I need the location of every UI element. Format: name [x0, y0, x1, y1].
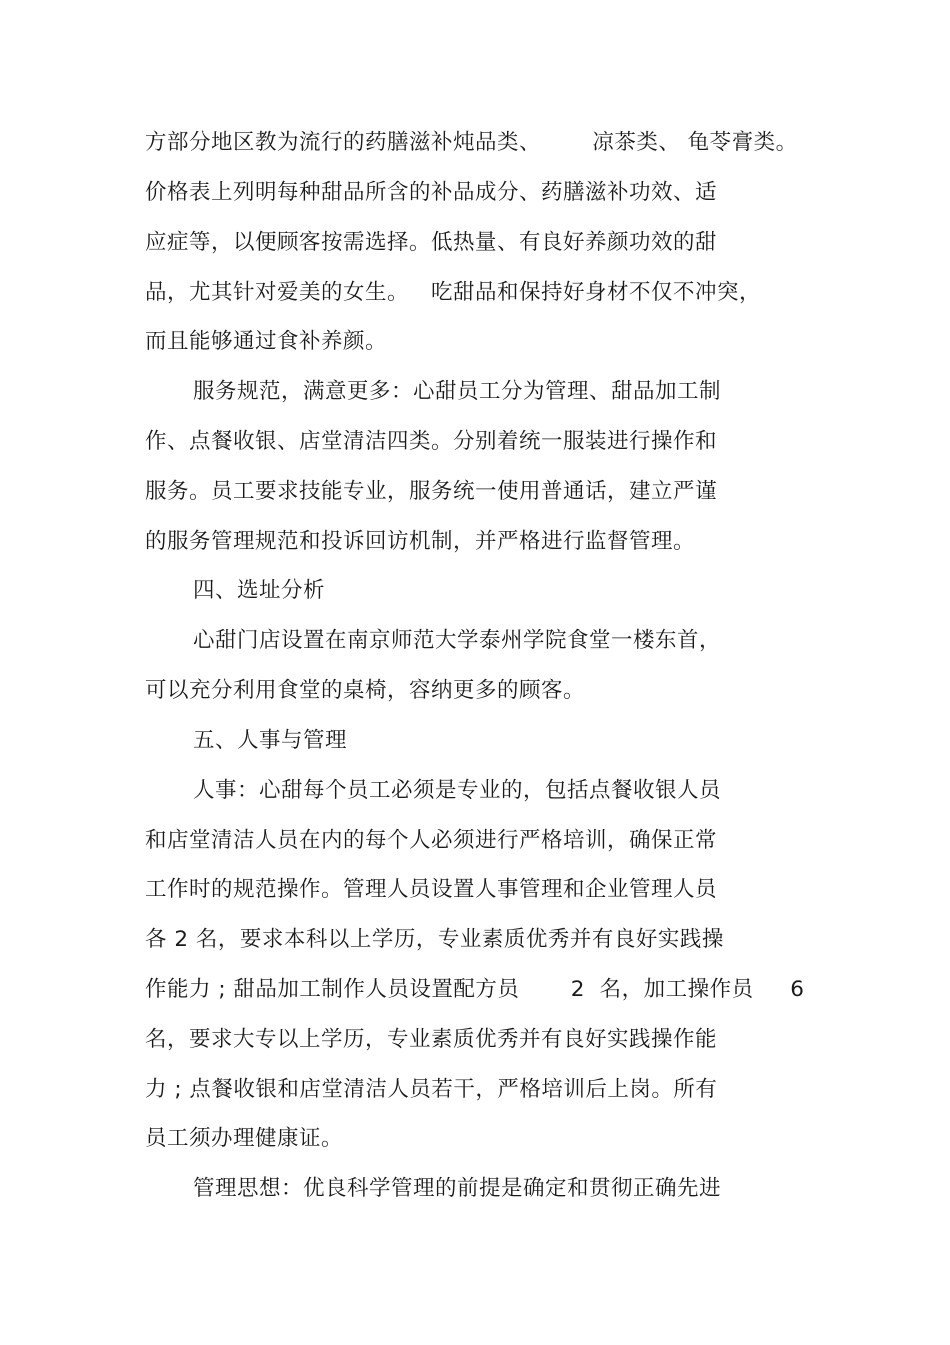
text-line: 工作时的规范操作。管理人员设置人事管理和企业管理人员	[145, 877, 718, 902]
section-heading: 五、人事与管理	[193, 728, 348, 753]
text-line: 应症等，以便顾客按需选择。低热量、有良好养颜功效的甜	[145, 230, 718, 255]
text-line: 品，尤其针对爱美的女生。 吃甜品和保持好身材不仅不冲突，	[145, 280, 762, 305]
text-line: 员工须办理健康证。	[145, 1126, 344, 1151]
paragraph-start-line: 心甜门店设置在南京师范大学泰州学院食堂一楼东首，	[193, 628, 722, 653]
text-line: 服务。员工要求技能专业，服务统一使用普通话，建立严谨	[145, 479, 718, 504]
text-line: 的服务管理规范和投诉回访机制，并严格进行监督管理。	[145, 529, 696, 554]
text-line: 和店堂清洁人员在内的每个人必须进行严格培训，确保正常	[145, 828, 718, 853]
text-line: 可以充分利用食堂的桌椅，容纳更多的顾客。	[145, 678, 586, 703]
paragraph-start-line: 管理思想：优良科学管理的前提是确定和贯彻正确先进	[193, 1176, 722, 1201]
text-line: 名，要求大专以上学历，专业素质优秀并有良好实践操作能	[145, 1027, 718, 1052]
text-line: 作、点餐收银、店堂清洁四类。分别着统一服装进行操作和	[145, 429, 718, 454]
text-line: 价格表上列明每种甜品所含的补品成分、药膳滋补功效、适	[145, 180, 718, 205]
text-line: 力 ; 点餐收银和店堂清洁人员若干，严格培训后上岗。所有	[145, 1077, 718, 1102]
paragraph-start-line: 人事：心甜每个员工必须是专业的，包括点餐收银人员	[193, 778, 722, 803]
text-line: 而且能够通过食补养颜。	[145, 329, 388, 354]
text-line: 方部分地区教为流行的药膳滋补炖品类、 凉茶类、 龟苓膏类。	[145, 130, 798, 155]
text-line: 作能力 ; 甜品加工制作人员设置配方员 2 名，加工操作员 6	[145, 977, 805, 1002]
section-heading: 四、选址分析	[193, 578, 326, 603]
text-line: 各 2 名，要求本科以上学历，专业素质优秀并有良好实践操	[145, 927, 724, 952]
paragraph-start-line: 服务规范，满意更多：心甜员工分为管理、甜品加工制	[193, 379, 722, 404]
